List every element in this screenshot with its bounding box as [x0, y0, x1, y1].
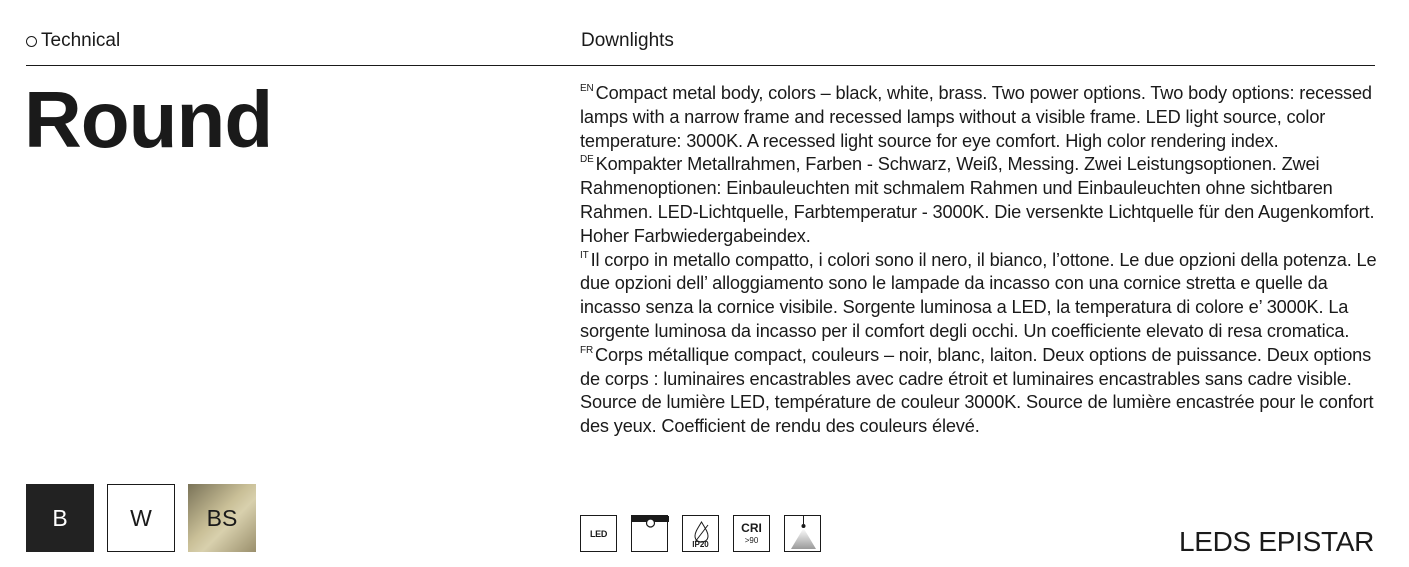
swatch-black[interactable]: B: [26, 484, 94, 552]
lang-tag-fr: FR: [580, 344, 594, 356]
category-label: Downlights: [581, 30, 674, 51]
cri-label: CRI: [741, 521, 762, 535]
brand-label: LEDS EPISTAR: [1178, 526, 1374, 557]
spec-icons: [580, 515, 821, 552]
description-text-de: Kompakter Metallrahmen, Farben - Schwarz, Weiß, Messing. Zwei Leistungsoptionen. Zwei Rahmenoptionen: Einbauleuchten mit schmalem Rahmen und Einbauleuchten ohne sichtbaren Rahmen. LED-Lichtquelle, Farbtemperatur - 3000K. Die versenkte Lichtquelle für den Augenkomfort. Hoher Farbwiedergabeindex.: [580, 154, 1375, 246]
description-text-fr: Corps métallique compact, couleurs – noir, blanc, laiton. Deux options de puissance. Deux options de corps : luminaires encastrables avec cadre étroit et luminaires encastrables sans cadre visible. Source de lumière LED, température de couleur 3000K. Source de lumière encastrée pour le confort des yeux. Coefficient de rendu des couleurs élevé.: [580, 344, 1374, 437]
lang-tag-it: IT: [580, 249, 589, 261]
swatch-white[interactable]: W: [107, 484, 175, 552]
cri-value: >90: [744, 536, 759, 545]
ip-rating-icon: [682, 515, 719, 552]
description-en: [580, 82, 1380, 153]
section-label: [26, 30, 120, 52]
swatch-brass[interactable]: BS: [188, 484, 256, 552]
description-de: [580, 153, 1380, 248]
description-text-en: Compact metal body, colors – black, white, brass. Two power options. Two body options: recessed lamps with a narrow frame and recessed lamps without a visible frame. LED light source, color temperature: 3000K. A recessed light source for eye comfort. High color rendering index.: [580, 83, 1372, 151]
circle-icon: [26, 36, 37, 47]
light-beam-icon: [784, 515, 821, 552]
description-block: [580, 82, 1380, 439]
led-icon-label: LED: [589, 528, 608, 539]
cri-icon: [733, 515, 770, 552]
header-divider: [26, 65, 1375, 66]
lang-tag-de: DE: [580, 154, 594, 166]
ip-rating-label: IP20: [692, 540, 709, 549]
product-title: Round: [24, 75, 273, 164]
lang-tag-en: EN: [580, 82, 594, 94]
recessed-ceiling-icon: [631, 515, 668, 552]
led-icon: [580, 515, 617, 552]
description-it: [580, 249, 1380, 344]
section-label-text: Technical: [41, 30, 121, 51]
description-text-it: Il corpo in metallo compatto, i colori sono il nero, il bianco, l’ottone. Le due opzioni della potenza. Le due opzioni dell’ alloggiamento sono le lampade da incasso con una cornice stretta e quelle da incasso senza la cornice visibile. Sorgente luminosa a LED, la temperatura di colore e’ 3000K. La sorgente luminosa da incasso per il comfort degli occhi. Un coefficiente elevato di resa cromatica.: [580, 249, 1377, 341]
description-fr: [580, 344, 1380, 439]
